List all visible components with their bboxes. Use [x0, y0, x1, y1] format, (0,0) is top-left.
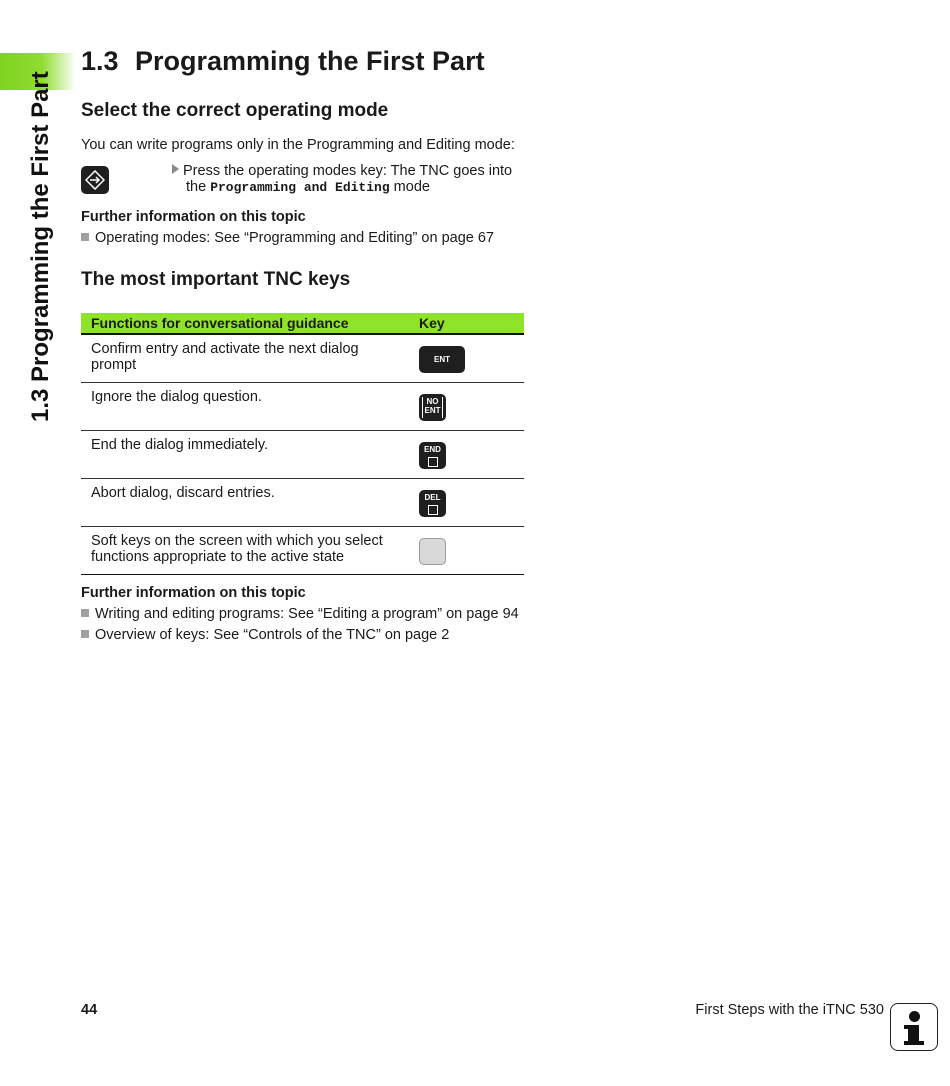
row-function-text: End the dialog immediately.: [91, 437, 269, 453]
bullet-square-icon: [81, 609, 89, 617]
step-line-2-prefix: the: [186, 179, 207, 195]
table-row: [81, 479, 524, 527]
table-row: [81, 527, 524, 575]
step-arrow-icon: [172, 164, 179, 174]
ent-key-icon: ENT: [419, 346, 465, 373]
section-number: 1.3: [81, 46, 119, 76]
page-number: 44: [81, 1002, 98, 1018]
footer-title: First Steps with the iTNC 530: [695, 1002, 884, 1018]
operating-mode-step: [172, 163, 532, 196]
further-info-item: Operating modes: See “Programming and Editing” on page 67: [81, 230, 494, 246]
side-chapter-title: 1.3 Programming the First Part: [27, 71, 54, 422]
tnc-keys-heading: The most important TNC keys: [81, 269, 351, 290]
col-function-header: Functions for conversational guidance: [91, 315, 349, 331]
further-info-item: Overview of keys: See “Controls of the TNC” on page 2: [81, 627, 449, 643]
col-key-header: Key: [419, 315, 445, 331]
page-title: [81, 46, 485, 77]
operating-mode-heading: Select the correct operating mode: [81, 100, 389, 121]
operating-mode-intro: You can write programs only in the Programming and Editing mode:: [81, 137, 515, 153]
table-header: [81, 313, 524, 335]
further-info-heading-2: Further information on this topic: [81, 585, 306, 601]
section-title: Programming the First Part: [135, 46, 485, 76]
no-ent-key-icon: NO ENT: [419, 394, 446, 421]
tnc-keys-table: [81, 313, 524, 575]
table-row: [81, 383, 524, 431]
further-info-heading-1: Further information on this topic: [81, 209, 306, 225]
end-key-icon: END: [419, 442, 446, 469]
del-key-icon: DEL: [419, 490, 446, 517]
step-mode-name: Programming and Editing: [210, 180, 390, 195]
table-row: [81, 431, 524, 479]
row-function-text: Soft keys on the screen with which you select functions appropriate to the active state: [91, 533, 383, 565]
bullet-square-icon: [81, 233, 89, 241]
further-info-item: Writing and editing programs: See “Editing a program” on page 94: [81, 606, 519, 622]
row-function-text: Ignore the dialog question.: [91, 389, 262, 405]
bullet-square-icon: [81, 630, 89, 638]
info-icon: [890, 1003, 938, 1051]
step-line-1: Press the operating modes key: The TNC goes into: [183, 163, 513, 179]
operating-mode-key-icon: [81, 166, 109, 194]
row-function-text: Abort dialog, discard entries.: [91, 485, 275, 501]
soft-key-icon: [419, 538, 446, 565]
step-line-2-suffix: mode: [393, 179, 430, 195]
row-function-text: Confirm entry and activate the next dialog prompt: [91, 341, 359, 373]
table-row: [81, 335, 524, 383]
